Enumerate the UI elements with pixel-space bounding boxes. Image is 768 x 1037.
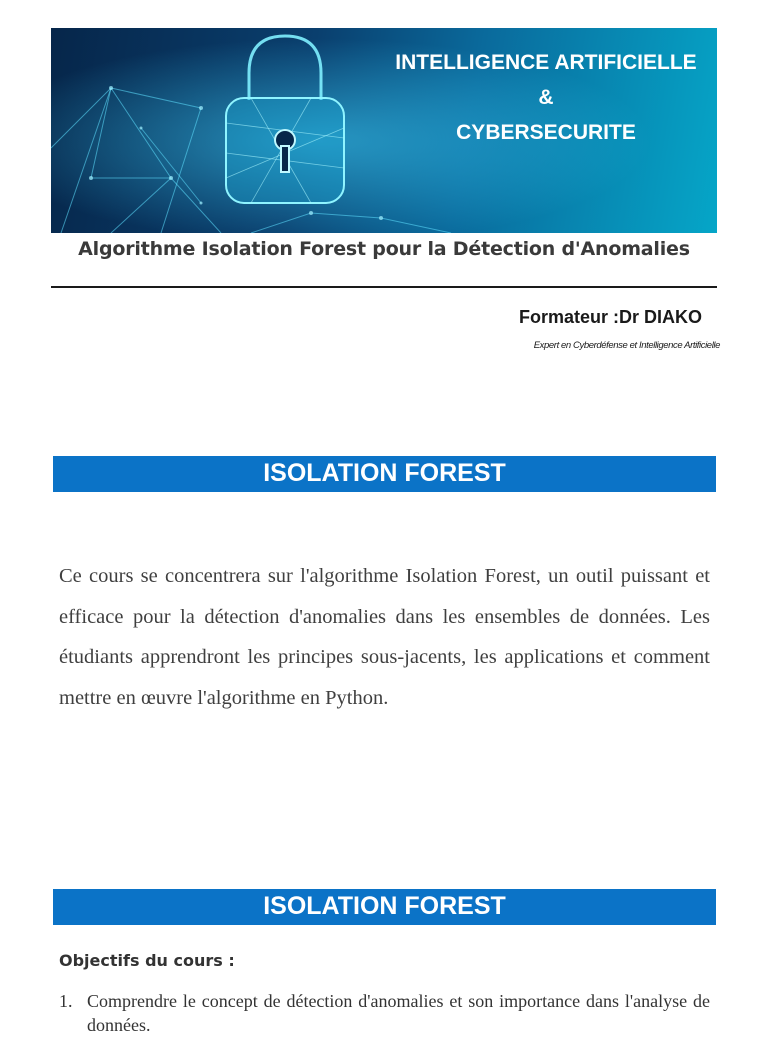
banner-title bbox=[381, 45, 711, 150]
list-item-text: Comprendre le concept de détection d'anomalies et son importance dans l'analyse de données. bbox=[87, 991, 710, 1035]
title-divider bbox=[51, 286, 717, 288]
document-title: Algorithme Isolation Forest pour la Détection d'Anomalies bbox=[78, 238, 690, 260]
objectives-title: Objectifs du cours : bbox=[59, 951, 235, 970]
banner-title-line3: CYBERSECURITE bbox=[456, 121, 636, 144]
intro-paragraph: Ce cours se concentrera sur l'algorithme Isolation Forest, un outil puissant et efficace pour la détection d'anomalies dans les ensembles de données. Les étudiants apprendront les principes sous-jacents, les applications et comment mettre en œuvre l'algorithme en Python. bbox=[59, 565, 710, 709]
banner-title-line1: INTELLIGENCE ARTIFICIELLE bbox=[395, 51, 697, 74]
banner-title-ampersand: & bbox=[538, 86, 554, 109]
header-banner bbox=[51, 28, 717, 233]
section-heading-1: ISOLATION FOREST bbox=[53, 456, 716, 492]
list-item bbox=[59, 989, 710, 1037]
trainer-subtitle: Expert en Cyberdéfense et Intelligence Artificielle bbox=[533, 340, 720, 351]
list-item-number: 1. bbox=[59, 991, 73, 1011]
trainer-name: Formateur :Dr DIAKO bbox=[518, 307, 702, 327]
section-heading-2: ISOLATION FOREST bbox=[53, 889, 716, 925]
